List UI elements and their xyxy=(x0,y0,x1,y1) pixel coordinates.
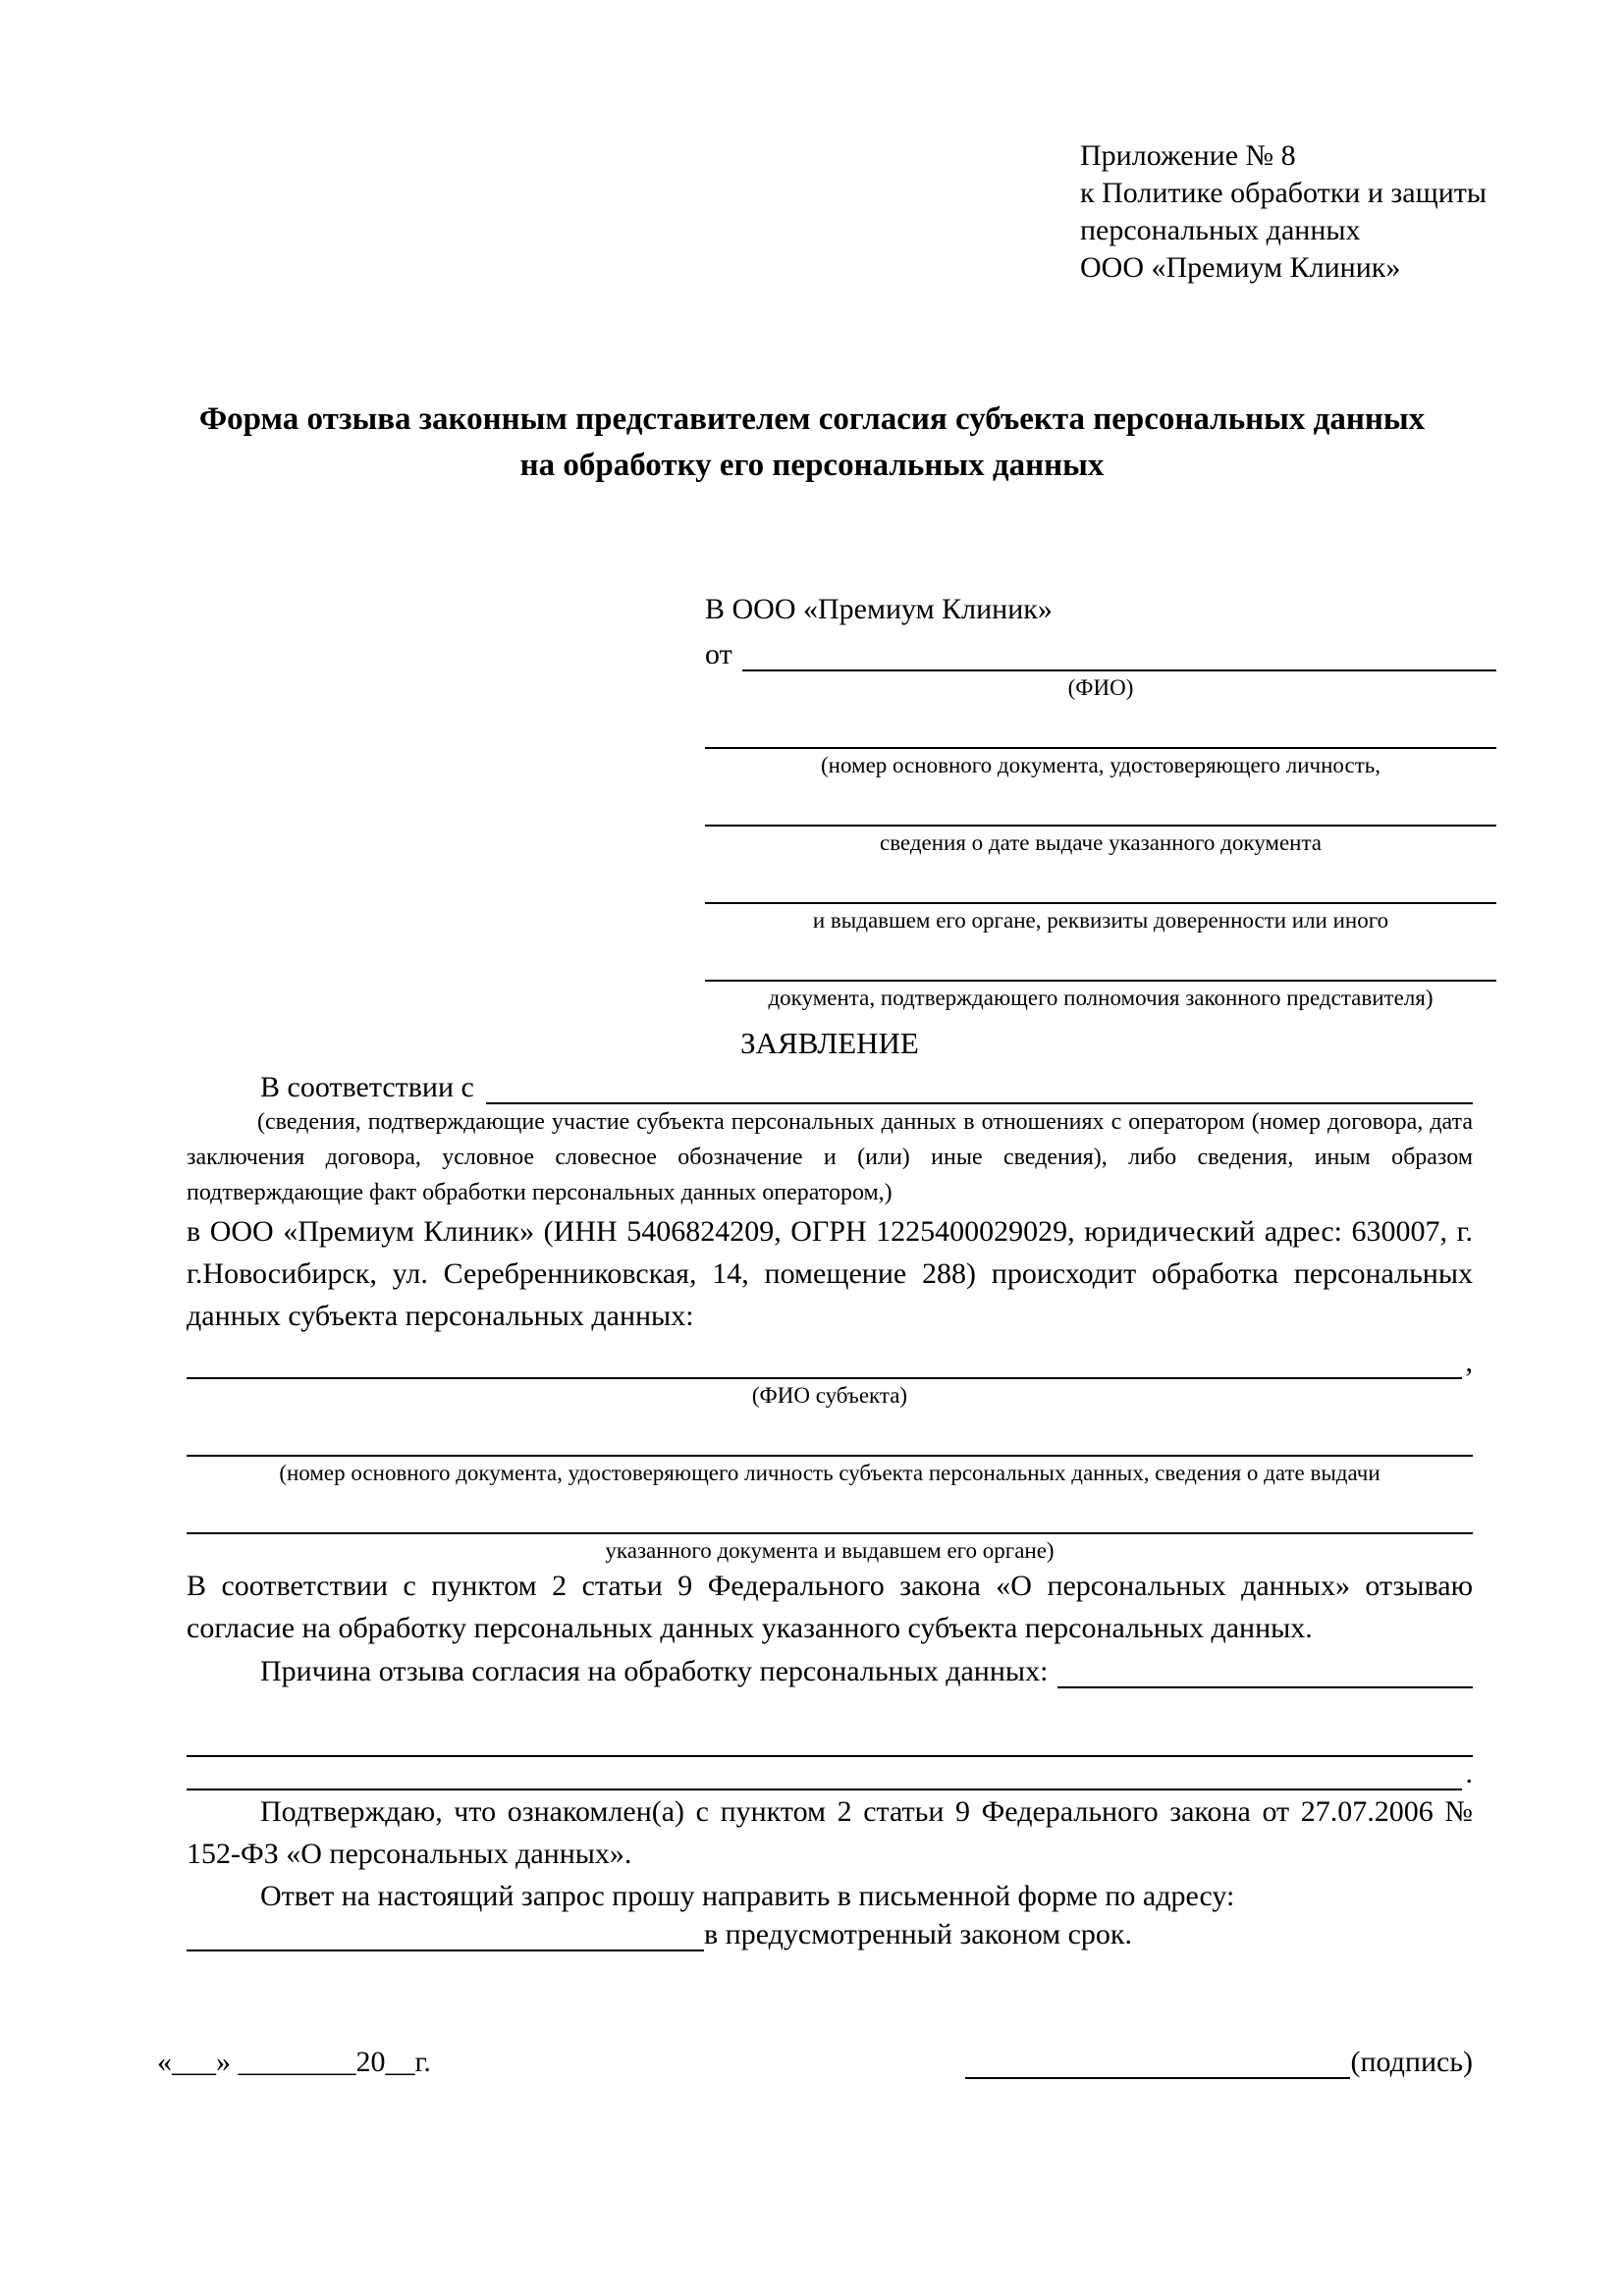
subject-fio-caption: (ФИО субъекта) xyxy=(751,1382,908,1408)
issue-date-caption: сведения о дате выдаче указанного документа xyxy=(879,830,1323,856)
footer-row xyxy=(157,2046,1473,2079)
confirmation-paragraph: Подтверждаю, что ознакомлен(а) с пунктом 2 статьи 9 Федерального закона от 27.07.2006 № 152-ФЗ «О персональных данных». xyxy=(187,1795,1473,1871)
issuing-authority-caption: и выдавшем его органе, реквизиты доверенности или иного xyxy=(812,908,1389,934)
fio-caption: (ФИО) xyxy=(1067,675,1134,701)
document-issue-date-field[interactable] xyxy=(705,793,1496,827)
appendix-line: к Политике обработки и защиты xyxy=(1080,177,1488,210)
subject-document-issuer-field[interactable] xyxy=(187,1501,1473,1534)
subject-document-issuer-caption: указанного документа и выдавшем его органе) xyxy=(605,1537,1055,1563)
representative-name-field[interactable] xyxy=(742,669,1496,671)
statement-body xyxy=(187,1026,1473,1951)
appendix-line: персональных данных xyxy=(1080,214,1361,247)
signature-caption: (подпись) xyxy=(1350,2045,1473,2078)
appendix-line: ООО «Премиум Клиник» xyxy=(1080,251,1401,285)
authority-document-caption: документа, подтверждающего полномочия законного представителя) xyxy=(768,986,1434,1011)
subject-document-caption: (номер основного документа, удостоверяющего личность субъекта персональных данных, сведения о дате выдачи xyxy=(279,1460,1380,1485)
response-address-row xyxy=(187,1918,1473,1951)
response-address-field[interactable] xyxy=(187,1918,704,1951)
representative-document-field[interactable] xyxy=(705,716,1496,749)
subject-document-field[interactable] xyxy=(187,1423,1473,1457)
response-paragraph: Ответ на настоящий запрос прошу направить в письменной форме по адресу: xyxy=(260,1880,1235,1913)
intro-prefix: В соответствии с xyxy=(260,1071,474,1104)
appendix-block xyxy=(1080,137,1565,287)
date-field[interactable]: «___» ________20__г. xyxy=(157,2045,431,2078)
statement-heading: ЗАЯВЛЕНИЕ xyxy=(740,1026,919,1061)
reason-continuation-field-2[interactable] xyxy=(187,1757,1462,1790)
period-mark: . xyxy=(1465,1757,1473,1790)
from-row xyxy=(705,638,1496,671)
issuing-authority-field[interactable] xyxy=(705,871,1496,904)
signature-field[interactable] xyxy=(965,2046,1350,2079)
authority-document-field[interactable] xyxy=(705,948,1496,982)
reason-continuation-field[interactable] xyxy=(187,1724,1473,1757)
document-caption: (номер основного документа, удостоверяющего личность, xyxy=(820,753,1380,778)
response-suffix: в предусмотренный законом срок. xyxy=(704,1917,1132,1950)
addressee-to: В ООО «Премиум Клиник» xyxy=(705,593,1053,626)
reason-field[interactable] xyxy=(1057,1686,1473,1688)
intro-caption: (сведения, подтверждающие участие субъекта персональных данных в отношениях с оператором (номер договора, дата заключения договора, условное словесное обозначение и (или) иные сведения), либо сведения, иным образом подтверждающие факт обработки персональных данных оператором,) xyxy=(187,1109,1473,1206)
appendix-line: Приложение № 8 xyxy=(1080,139,1296,172)
from-label: от xyxy=(705,638,732,671)
subject-fio-row xyxy=(187,1346,1473,1379)
reason-label: Причина отзыва согласия на обработку персональных данных: xyxy=(260,1655,1049,1688)
document-title: Форма отзыва законным представителем согласия субъекта персональных данных на обработку его персональных данных xyxy=(198,401,1426,484)
reason-row xyxy=(187,1655,1473,1688)
subject-fio-field[interactable] xyxy=(187,1377,1462,1379)
intro-row xyxy=(187,1071,1473,1104)
reason-end-row xyxy=(187,1757,1473,1790)
signature-group xyxy=(965,2046,1473,2079)
addressee-block xyxy=(705,593,1496,1012)
subject-comma: , xyxy=(1465,1345,1473,1378)
withdrawal-paragraph: В соответствии с пунктом 2 статьи 9 Федерального закона «О персональных данных» отзываю согласие на обработку персональных данных указанного субъекта персональных данных. xyxy=(187,1569,1473,1644)
operator-paragraph: в ООО «Премиум Клиник» (ИНН 5406824209, ОГРН 1225400029029, юридический адрес: 630007, г. г.Новосибирск, ул. Серебренниковская, 14, помещение 288) происходит обработка персональных данных субъекта персональных данных: xyxy=(187,1215,1473,1333)
